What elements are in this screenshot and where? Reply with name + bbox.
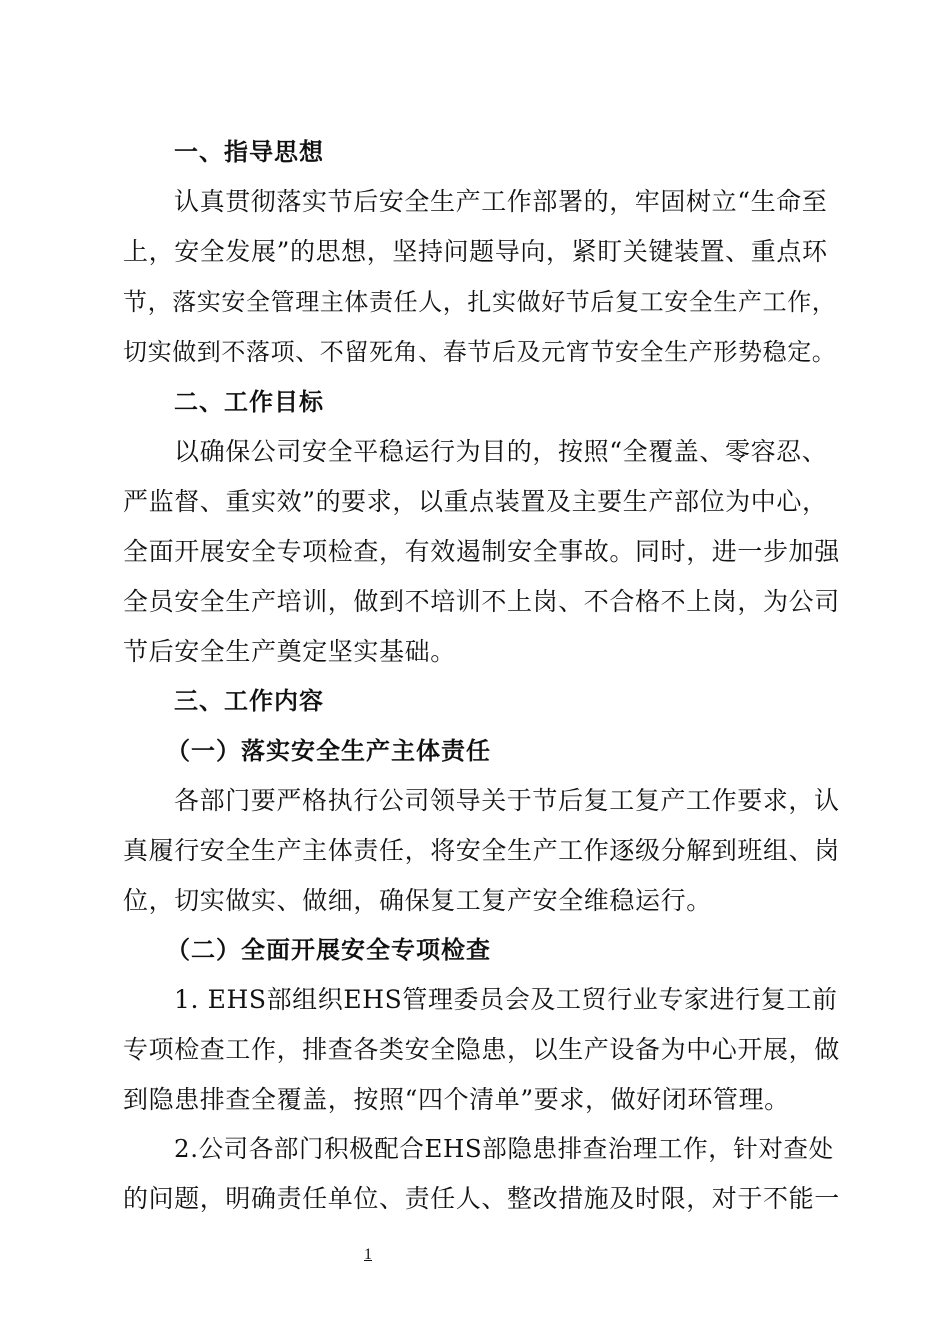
paragraph-line: 节，落实安全管理主体责任人，扎实做好节后复工安全生产工作， [123, 288, 837, 316]
subsection-heading-inspection: （二）全面开展安全专项检查 [166, 936, 491, 964]
paragraph-line: 专项检查工作，排查各类安全隐患，以生产设备为中心开展，做 [123, 1035, 840, 1064]
paragraph-line: 真履行安全生产主体责任，将安全生产工作逐级分解到班组、岗 [123, 836, 840, 865]
paragraph-line: 的问题，明确责任单位、责任人、整改措施及时限，对于不能一 [123, 1184, 840, 1213]
section-heading-work-goal: 二、工作目标 [174, 388, 324, 416]
paragraph-line: 全面开展安全专项检查，有效遏制安全事故。同时，进一步加强 [123, 537, 840, 566]
paragraph-line: 认真贯彻落实节后安全生产工作部署的，牢固树立“生命至 [174, 187, 828, 216]
paragraph-line: 以确保公司安全平稳运行为目的，按照“全覆盖、零容忍、 [174, 437, 828, 466]
paragraph-line: 各部门要严格执行公司领导关于节后复工复产工作要求，认 [174, 786, 840, 815]
paragraph-line: 全员安全生产培训，做到不培训不上岗、不合格不上岗，为公司 [123, 587, 840, 616]
page-number: 1 [364, 1246, 372, 1263]
paragraph-line: 到隐患排查全覆盖，按照“四个清单”要求，做好闭环管理。 [123, 1085, 790, 1114]
section-heading-guiding-thought: 一、指导思想 [174, 138, 324, 166]
subsection-heading-responsibility: （一）落实安全生产主体责任 [166, 737, 491, 765]
paragraph-line: 严监督、重实效”的要求，以重点装置及主要生产部位为中心， [123, 487, 828, 516]
paragraph-line: 位，切实做实、做细，确保复工复产安全维稳运行。 [123, 886, 712, 915]
paragraph-line: 切实做到不落项、不留死角、春节后及元宵节安全生产形势稳定。 [123, 338, 837, 366]
section-heading-work-content: 三、工作内容 [174, 687, 324, 715]
paragraph-line: 2.公司各部门积极配合EHS部隐患排查治理工作，针对查处 [174, 1134, 834, 1163]
paragraph-line: 1. EHS部组织EHS管理委员会及工贸行业专家进行复工前 [174, 985, 838, 1014]
paragraph-line: 上，安全发展”的思想，坚持问题导向，紧盯关键装置、重点环 [123, 237, 828, 266]
paragraph-line: 节后安全生产奠定坚实基础。 [123, 637, 456, 666]
